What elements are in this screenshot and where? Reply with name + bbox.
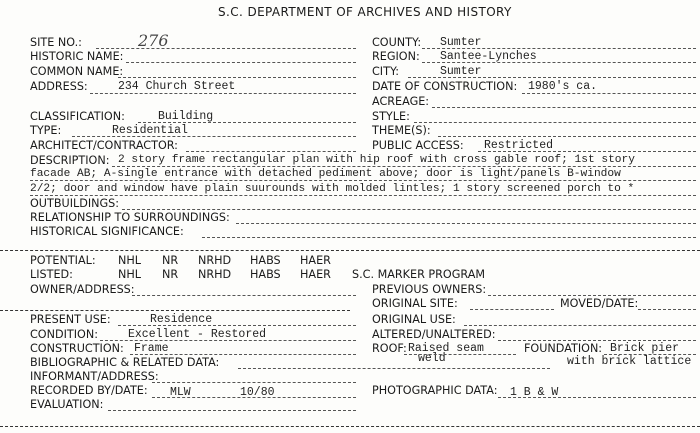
themes-label: THEME(S): [372,124,431,137]
description-line-1: 2 story frame rectangular plan with hip roof with cross gable roof; 1st story [118,154,635,166]
address-value: 234 Church Street [118,80,236,93]
foundation-value-2: with brick lattice [567,355,692,368]
acreage-label: ACREAGE: [372,95,430,108]
photographic-label: PHOTOGRAPHIC DATA: [372,384,498,397]
recorder-value: MLW [170,386,191,399]
condition-line [100,340,356,341]
condition-label: CONDITION: [30,328,98,341]
potential-nr: NR [162,254,179,267]
section-divider-2 [0,310,350,311]
informant-label: INFORMANT/ADDRESS: [30,370,159,383]
city-value: Sumter [440,65,482,78]
roof-line [404,354,516,355]
foundation-line [604,354,696,355]
public-access-value: Restricted [484,139,554,152]
previous-owners-line [488,295,696,296]
address-label: ADDRESS: [30,80,88,93]
date-construction-label: DATE OF CONSTRUCTION: [372,80,518,93]
significance-label: HISTORICAL SIGNIFICANCE: [30,225,184,238]
informant-line [152,382,356,383]
county-label: COUNTY: [372,36,422,49]
architect-label: ARCHITECT/CONTRACTOR: [30,139,178,152]
region-label: REGION: [372,50,420,63]
acreage-line [432,107,696,108]
section-divider-3 [0,426,700,427]
roof-label: ROOF: [372,342,407,355]
themes-line [438,136,696,137]
description-line-3: 2/2; door and window have plain suurounds with molded lintles; 1 story screened porch to * [30,183,635,195]
relationship-line [236,223,696,224]
description-rule-3 [30,195,696,196]
bibliographic-label: BIBLIOGRAPHIC & RELATED DATA: [30,356,220,369]
present-use-value: Residence [150,313,213,326]
relationship-label: RELATIONSHIP TO SURROUNDINGS: [30,211,230,224]
listed-nhl: NHL [118,268,142,281]
present-use-label: PRESENT USE: [30,313,111,326]
site-no-value: 276 [138,31,169,50]
bibliographic-line [238,368,550,369]
outbuildings-line [122,209,696,210]
public-access-line [478,151,696,152]
section-divider-1 [0,250,700,251]
evaluation-label: EVALUATION: [30,398,104,411]
description-rule-2 [30,180,696,181]
original-site-line [470,309,554,310]
listed-label: LISTED: [30,268,73,281]
site-no-label: SITE NO.: [30,36,82,49]
common-name-line [118,77,356,78]
address-line [90,93,356,94]
style-label: STYLE: [372,110,410,123]
potential-nhl: NHL [118,254,142,267]
date-construction-value: 1980's ca. [528,80,598,93]
description-label: DESCRIPTION: [30,154,110,167]
site-no-line [96,48,356,49]
listed-nrhd: NRHD [198,268,232,281]
potential-habs: HABS [250,254,281,267]
listed-haer: HAER [300,268,331,281]
photographic-value: 1 B & W [510,386,559,399]
architect-line [186,151,356,152]
public-access-label: PUBLIC ACCESS: [372,139,464,152]
common-name-label: COMMON NAME: [30,65,124,78]
condition-value: Excellent - Restored [128,328,267,341]
city-line [408,77,696,78]
original-use-label: ORIGINAL USE: [372,313,456,326]
historic-name-line [126,62,356,63]
historic-name-label: HISTORIC NAME: [30,50,124,63]
foundation-value: Brick pier [610,342,680,355]
classification-label: CLASSIFICATION: [30,110,125,123]
type-value: Residential [112,124,188,137]
type-label: TYPE: [30,124,62,137]
construction-value: Frame [134,342,169,355]
classification-line [138,122,356,123]
altered-line [498,340,696,341]
county-value: Sumter [440,36,482,49]
original-site-label: ORIGINAL SITE: [372,297,458,310]
moved-date-label: MOVED/DATE: [560,297,639,310]
recorded-line [152,397,356,398]
altered-label: ALTERED/UNALTERED: [372,328,496,341]
classification-value: Building [158,110,214,123]
region-line [422,62,696,63]
style-line [414,122,696,123]
potential-label: POTENTIAL: [30,254,96,267]
potential-nrhd: NRHD [198,254,232,267]
roof-value-2: weld [418,352,446,365]
moved-date-line [638,309,696,310]
construction-label: CONSTRUCTION: [30,342,124,355]
photographic-line [498,397,696,398]
description-rule-1 [112,166,696,167]
present-use-line [118,325,356,326]
listed-nr: NR [162,268,179,281]
date-construction-line [522,93,696,94]
region-value: Santee-Lynches [440,50,537,63]
outbuildings-label: OUTBUILDINGS: [30,197,120,210]
county-line [422,48,696,49]
page-title: S.C. DEPARTMENT OF ARCHIVES AND HISTORY [218,5,512,19]
significance-line [202,237,696,238]
construction-line [130,354,356,355]
type-line [72,136,356,137]
city-label: CITY: [372,65,400,78]
listed-habs: HABS [250,268,281,281]
foundation-label: FOUNDATION: [524,342,603,355]
potential-haer: HAER [300,254,331,267]
owner-address-line [132,295,356,296]
original-use-line [464,325,696,326]
recorded-label: RECORDED BY/DATE: [30,384,148,397]
marker-program-label: S.C. MARKER PROGRAM [352,268,486,281]
roof-value: Raised seam [408,342,484,355]
evaluation-line [108,410,356,411]
owner-address-label: OWNER/ADDRESS: [30,283,135,296]
description-line-2: facade AB; A-single entrance with detached pediment above; door is light/panels B-window [30,168,621,180]
previous-owners-label: PREVIOUS OWNERS: [372,283,487,296]
recorded-date-value: 10/80 [240,386,275,399]
